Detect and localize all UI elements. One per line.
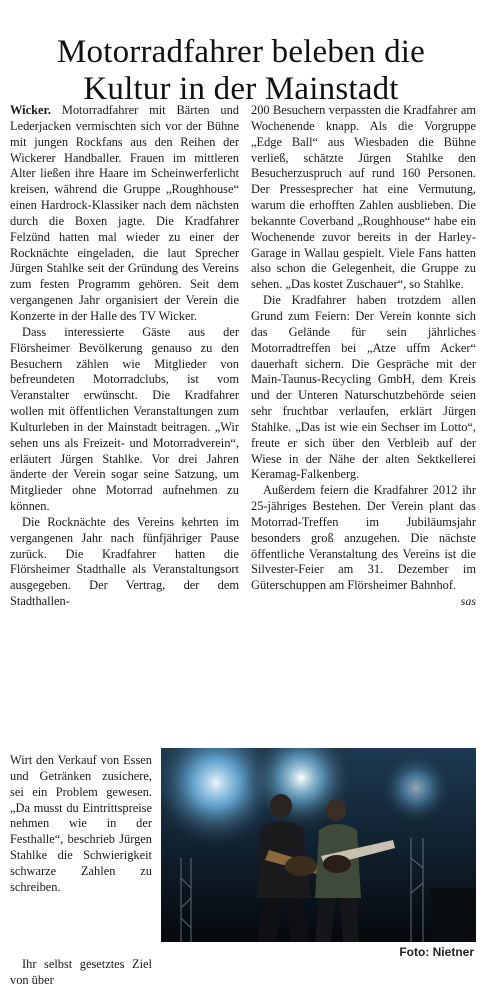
- paragraph-4: Ihr selbst gesetztes Ziel von über: [10, 957, 152, 987]
- paragraph-2: Dass interessierte Gäste aus der Flörsheimer Bevölkerung genauso zu den Besuchern zählen wie Mitglieder von befreundeten Motorradclubs, ist vom Veranstalter erwünscht. Die Kradfahrer wollen mit öffentlichen Veranstaltungen zum Kulturleben in der Mainstadt beitragen. „Wir sehen uns als Freizeit- und Motorradverein“, erläutert Jürgen Stahlke. Vor drei Jahren änderte der Verein sogar seine Satzung, um Mitglieder ohne Motorrad aufnehmen zu können.: [10, 324, 239, 514]
- headline: [0, 34, 482, 108]
- photo-credit: Foto: Nietner: [399, 945, 474, 959]
- dateline: Wicker.: [10, 103, 51, 117]
- stage-light-right: [378, 750, 454, 826]
- article-column-1: [10, 103, 239, 610]
- article-column-1-wrap: [10, 753, 152, 896]
- headline-line-2: Kultur in der Mainstadt: [83, 71, 399, 108]
- paragraph-1: [10, 103, 239, 325]
- paragraph-3-start: Die Rocknächte des Vereins kehrten im vergangenen Jahr nach fünfjähriger Pause zurück. Die Kradfahrer hatten die Flörsheimer Stadthalle als Veranstaltungsort ausgegeben. Der Vertrag, der dem Stadthallen-: [10, 514, 239, 609]
- article-column-1-tail: [10, 957, 152, 989]
- paragraph-7: [251, 483, 476, 610]
- paragraph-5: 200 Besuchern verpassten die Kradfahrer am Wochenende knapp. Als die Vorgruppe „Edge Ball“ aus Wiesbaden die Bühne verließ, schätzte Jürgen Stahlke den Besucherzuspruch auf rund 160 Personen. Der Pressesprecher hat eine Vermutung, warum die erhofften Zahlen ausblieben. Die bekannte Coverband „Roughhouse“ habe ein Wochenende zuvor bereits in der Harley-Garage in Wallau gespielt. Viele Fans hatten also schon die Gelegenheit, die Gruppe zu sehen. „Das kostet Zuschauer“, so Stahlke.: [251, 103, 476, 292]
- paragraph-1-text: Motorradfahrer mit Bärten und Lederjacken vermischten sich vor der Bühne mit jungen Rockfans aus den Reihen der Wickerer Handballer. Frauen im mittleren Alter ließen ihre Haare im Scheinwerferlicht kreisen, während die Gruppe „Roughhouse“ einen Hardrock-Klassiker nach dem nächsten durch die Boxen jagte. Die Kradfahrer Felzünd hatten mal wieder zu einer der Rocknächte eingeladen, die laut Sprecher Jürgen Stahlke seit der Gründung des Vereins zum festen Programm gehören. Seit dem vergangenen Jahr organisiert der Verein die Konzerte in der Halle des TV Wicker.: [10, 103, 239, 323]
- paragraph-3-continued: Wirt den Verkauf von Essen und Getränken zusichere, sei ein Problem gewesen. „Da musst du Eintrittspreise nehmen wie in der Festhalle“, beschrieb Jürgen Stahlke die Schwierigkeit schwarze Zahlen zu schreiben.: [10, 753, 152, 894]
- headline-line-1: Motorradfahrer beleben die: [56, 34, 426, 71]
- concert-photo-image: [161, 748, 476, 942]
- paragraph-6: Die Kradfahrer haben trotzdem allen Grund zum Feiern: Der Verein konnte sich das Gelände für sein jährliches Motorradtreffen bei „Atze uffm Acker“ dauerhaft sichern. Die Gespräche mit der Main-Taunus-Recycling GmbH, dem Kreis und der Unteren Naturschutzbehörde seien sehr fruchtbar verlaufen, erklärt Jürgen Stahlke. „Das ist wie ein Sechser im Lotto“, freute er sich über den Verbleib auf der Wiese in der Nähe der alten Sektkellerei Keramag-Falkenberg.: [251, 293, 476, 482]
- paragraph-7-text: Außerdem feiern die Kradfahrer 2012 ihr 25-jähriges Bestehen. Der Verein plant das Motorrad-Treffen im Jubiläumsjahr besonders groß anzugehen. Die nächste öffentliche Veranstaltung des Vereins ist die Silvester-Feier am 31. Dezember im Güterschuppen am Flörsheimer Bahnhof.: [251, 483, 476, 593]
- article-column-2: [251, 103, 476, 610]
- concert-photo: [161, 748, 476, 942]
- author-initials: sas: [460, 594, 476, 609]
